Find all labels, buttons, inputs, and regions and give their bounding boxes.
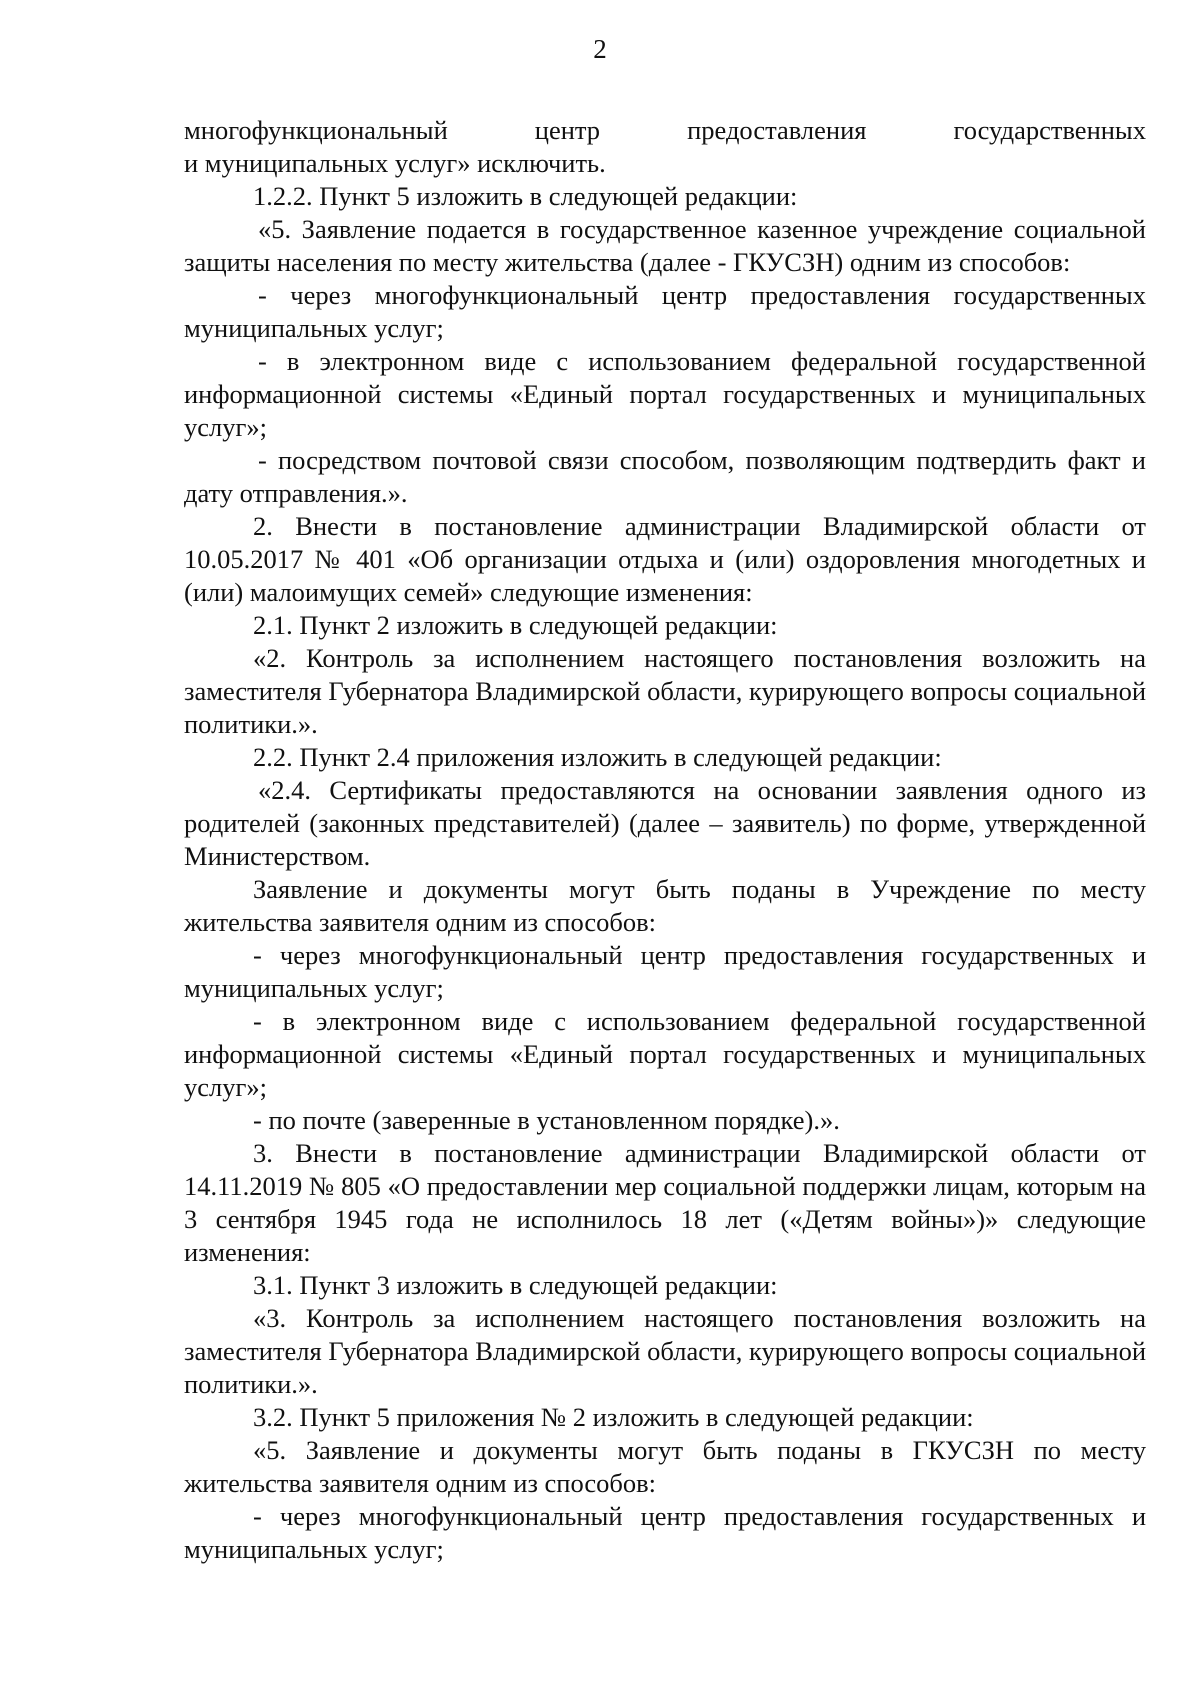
paragraph: - по почте (заверенные в установленном порядке).». xyxy=(253,1105,840,1135)
paragraph: 2.1. Пункт 2 изложить в следующей редакции: xyxy=(253,610,778,640)
document-body xyxy=(184,114,1146,1566)
paragraph: - посредством почтовой связи способом, позволяющим подтвердить факт и дату отправления.». xyxy=(184,445,1146,508)
paragraph: «2.4. Сертификаты предоставляются на основании заявления одного из родителей (законных представителей) (далее – заявитель) по форме, утвержденной Министерством. xyxy=(184,775,1146,871)
paragraph: Заявление и документы могут быть поданы в Учреждение по месту жительства заявителя одним из способов: xyxy=(184,874,1146,937)
paragraph: - в электронном виде с использованием федеральной государственной информационной системы «Единый портал государственных и муниципальных услуг»; xyxy=(184,1006,1146,1102)
paragraph: 3.1. Пункт 3 изложить в следующей редакции: xyxy=(253,1270,778,1300)
paragraph: - через многофункциональный центр предоставления государственных и муниципальных услуг; xyxy=(184,1501,1146,1564)
page-number: 2 xyxy=(593,34,607,64)
paragraph: «3. Контроль за исполнением настоящего постановления возложить на заместителя Губернатора Владимирской области, курирующего вопросы социальной политики.». xyxy=(184,1303,1146,1399)
paragraph: многофункциональный центр предоставления государственных xyxy=(184,115,1146,145)
paragraph: «5. Заявление и документы могут быть поданы в ГКУСЗН по месту жительства заявителя одним из способов: xyxy=(184,1435,1146,1498)
paragraph: 3. Внести в постановление администрации Владимирской области от 14.11.2019 № 805 «О предоставлении мер социальной поддержки лицам, которым на 3 сентября 1945 года не исполнилось 18 лет («Детям войны»)» следующие изменения: xyxy=(184,1138,1146,1267)
paragraph: 1.2.2. Пункт 5 изложить в следующей редакции: xyxy=(253,181,798,211)
paragraph: - через многофункциональный центр предоставления государственных муниципальных услуг; xyxy=(184,280,1146,343)
paragraph: 2.2. Пункт 2.4 приложения изложить в следующей редакции: xyxy=(253,742,942,772)
paragraph: 3.2. Пункт 5 приложения № 2 изложить в следующей редакции: xyxy=(253,1402,974,1432)
paragraph: «5. Заявление подается в государственное казенное учреждение социальной защиты населения по месту жительства (далее - ГКУСЗН) одним из способов: xyxy=(184,214,1146,277)
paragraph: - в электронном виде с использованием федеральной государственной информационной системы «Единый портал государственных и муниципальных услуг»; xyxy=(184,346,1146,442)
paragraph: - через многофункциональный центр предоставления государственных и муниципальных услуг; xyxy=(184,940,1146,1003)
paragraph: «2. Контроль за исполнением настоящего постановления возложить на заместителя Губернатора Владимирской области, курирующего вопросы социальной политики.». xyxy=(184,643,1146,739)
paragraph: 2. Внести в постановление администрации Владимирской области от 10.05.2017 № 401 «Об организации отдыха и (или) оздоровления многодетных и (или) малоимущих семей» следующие изменения: xyxy=(184,511,1146,607)
paragraph: и муниципальных услуг» исключить. xyxy=(184,148,606,178)
